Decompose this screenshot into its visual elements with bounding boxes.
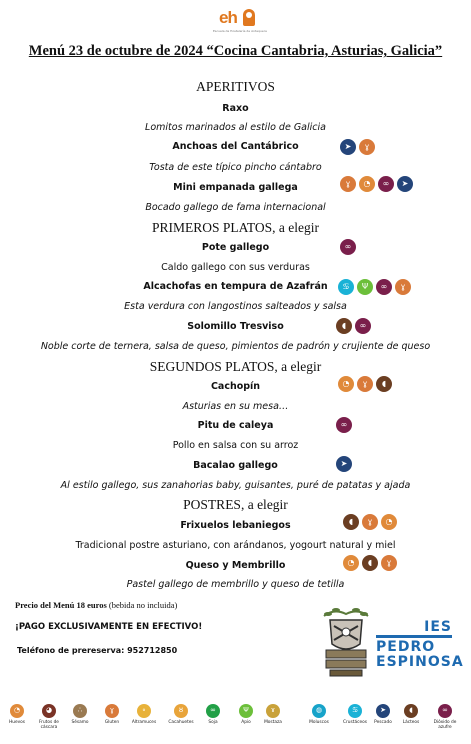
school-name-line1: IES [424,619,452,635]
menu-title: Menú 23 de octubre de 2024 “Cocina Cantabria, Asturias, Galicia” [28,43,443,59]
lacteos-allergen-icon: ◖ [404,704,418,718]
huevos-allergen-icon: ◔ [359,176,375,192]
school-name-line2b: ESPINOSA [376,654,464,670]
legend-label: Pescado [374,719,392,725]
school-brand [316,606,464,684]
section-heading-segundos: SEGUNDOS PLATOS, a elegir [149,359,322,374]
huevos-allergen-icon: ◔ [338,376,354,392]
dish-name: Bacalao gallego [193,460,278,471]
crustaceos-allergen-icon: ♋ [348,704,362,718]
lacteos-allergen-icon: ◖ [343,514,359,530]
dish-description: Tosta de este típico pincho cántabro [149,162,322,173]
allergen-icons [340,176,413,192]
school-name-rule [376,635,452,638]
crustaceos-allergen-icon: ♋ [338,279,354,295]
dish-name: Cachopín [210,381,261,392]
cacahuetes-allergen-icon: ȣ [174,704,188,718]
school-logo [213,8,267,36]
allergen-icons [340,239,356,255]
gluten-allergen-icon: ɣ [359,139,375,155]
huevos-allergen-icon: ◔ [381,514,397,530]
logo-tagline: Escuela de Hostelería de Antequera [213,29,267,33]
altramuces-allergen-icon: ∘ [137,704,151,718]
section-heading-aperitivos: APERITIVOS [196,79,275,94]
legend-item-altramuces [127,697,161,725]
sulfitos-allergen-icon: ∞ [336,417,352,433]
section-heading-postres: POSTRES, a elegir [183,497,288,512]
dish-name: Alcachofas en tempura de Azafrán [143,281,328,292]
pescado-allergen-icon: ➤ [376,704,390,718]
gluten-allergen-icon: ɣ [362,514,378,530]
legend-label: Dióxido de azufre [433,719,457,730]
legend-label: Mostaza [264,719,282,725]
dish-description: Pastel gallego de membrillo y queso de tetilla [126,579,345,590]
allergen-icons [343,555,397,571]
dish-description: Al estilo gallego, sus zanahorias baby, guisantes, puré de patatas y ajada [60,480,411,491]
legend-label: Soja [208,719,218,725]
allergen-icons [336,456,352,472]
dish-description: Noble corte de ternera, salsa de queso, pimientos de padrón y crujiente de queso [40,341,431,352]
legend-item-gluten [95,697,129,725]
sulfitos-allergen-icon: ∞ [355,318,371,334]
sulfitos-allergen-icon: ∞ [376,279,392,295]
lacteos-allergen-icon: ◖ [376,376,392,392]
lacteos-allergen-icon: ◖ [336,318,352,334]
legend-label: Sésamo [71,719,89,725]
gluten-allergen-icon: ɣ [105,704,119,718]
huevos-allergen-icon: ◔ [10,704,24,718]
allergen-icons [340,139,375,155]
legend-label: Huevos [8,719,25,725]
allergen-icons [338,376,392,392]
legend-item-lacteos [394,697,428,725]
legend-item-soja [196,697,230,725]
allergen-icons [338,279,411,295]
dish-description: Caldo gallego con sus verduras [161,262,310,273]
gluten-allergen-icon: ɣ [395,279,411,295]
dish-name: Anchoas del Cantábrico [172,141,299,152]
legend-item-sulfitos [428,697,462,730]
legend-label: Gluten [104,719,120,725]
gluten-allergen-icon: ɣ [381,555,397,571]
sesamo-allergen-icon: ∴ [73,704,87,718]
pescado-allergen-icon: ➤ [397,176,413,192]
pescado-allergen-icon: ➤ [336,456,352,472]
moluscos-allergen-icon: ◍ [312,704,326,718]
dish-name: Queso y Membrillo [185,560,286,571]
dish-name: Pitu de caleya [197,420,274,431]
sulfitos-allergen-icon: ∞ [438,704,452,718]
dish-name: Frixuelos lebaniegos [180,520,291,531]
school-name-line2a: PEDRO [376,639,436,655]
allergen-icons [336,417,352,433]
legend-label: Frutos de cáscara [39,719,59,730]
allergen-legend [0,697,471,737]
logo-figure-icon [243,9,255,26]
sulfitos-allergen-icon: ∞ [340,239,356,255]
legend-label: Lácteos [402,719,420,725]
dish-name: Mini empanada gallega [173,182,298,193]
legend-item-moluscos [302,697,336,725]
legend-item-sesamo [63,697,97,725]
legend-item-cacahuetes [164,697,198,725]
dish-description: Bocado gallego de fama internacional [145,202,326,213]
dish-name: Pote gallego [201,242,270,253]
payment-notice: ¡PAGO EXCLUSIVAMENTE EN EFECTIVO! [15,622,203,632]
reservation-phone: Teléfono de prereserva: 952712850 [17,646,178,655]
allergen-icons [336,318,371,334]
frutos-allergen-icon: ◕ [42,704,56,718]
school-name [376,619,464,670]
dish-description: Tradicional postre asturiano, con arándanos, yogourt natural y miel [75,540,396,551]
huevos-allergen-icon: ◔ [343,555,359,571]
soja-allergen-icon: ∞ [206,704,220,718]
mostaza-allergen-icon: ɤ [266,704,280,718]
dish-description: Pollo en salsa con su arroz [172,440,299,451]
legend-label: Moluscos [309,719,329,725]
apio-allergen-icon: Ψ [239,704,253,718]
menu-price: Precio del Menú 18 euros (bebida no incluida) [15,600,178,610]
olive-crest-icon [320,606,372,678]
logo-text: eh [219,8,237,27]
legend-item-mostaza [256,697,290,725]
dish-description: Lomitos marinados al estilo de Galicia [145,122,326,133]
sulfitos-allergen-icon: ∞ [378,176,394,192]
pescado-allergen-icon: ➤ [340,139,356,155]
gluten-allergen-icon: ɣ [340,176,356,192]
legend-label: Cacahuetes [168,719,194,725]
lacteos-allergen-icon: ◖ [362,555,378,571]
dish-name: Raxo [222,103,249,114]
apio-allergen-icon: Ψ [357,279,373,295]
allergen-icons [343,514,397,530]
gluten-allergen-icon: ɣ [357,376,373,392]
legend-label: Crustáceos [343,719,367,725]
dish-description: Asturias en su mesa… [182,401,289,412]
legend-label: Apio [241,719,251,725]
dish-name: Solomillo Tresviso [187,321,284,332]
legend-item-huevos [0,697,34,725]
dish-description: Esta verdura con langostinos salteados y salsa [124,301,347,312]
legend-item-frutos [32,697,66,730]
section-heading-primeros: PRIMEROS PLATOS, a elegir [151,220,320,235]
legend-label: Altramuces [131,719,157,725]
